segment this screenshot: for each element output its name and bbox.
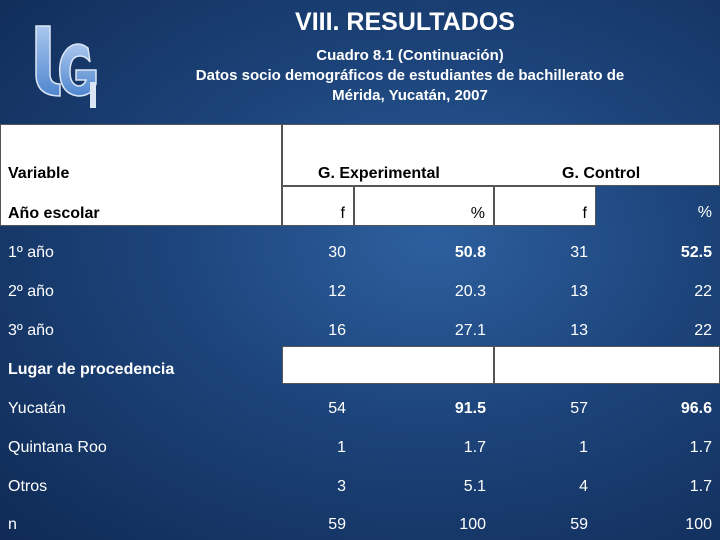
header-f-exp	[282, 186, 354, 226]
row-label: n	[8, 516, 17, 533]
caption-line-3: Mérida, Yucatán, 2007	[332, 87, 488, 104]
section-divider-cell	[494, 346, 720, 384]
section-label-procedencia: Lugar de procedencia	[8, 361, 175, 378]
row-label: Quintana Roo	[8, 439, 107, 456]
row-label: Otros	[8, 478, 48, 495]
pct-ctrl-value: 22	[694, 283, 712, 300]
f-ctrl-value: 4	[579, 478, 588, 495]
f-exp-value: 59	[328, 516, 346, 533]
pct-exp-value: 91.5	[454, 400, 486, 417]
f-exp-value: 3	[337, 478, 346, 495]
pct-ctrl-value: 1.7	[689, 478, 712, 495]
pct-exp-value: 1.7	[463, 439, 486, 456]
header-f-exp-text: f	[340, 205, 345, 222]
header-group-control: G. Control	[562, 165, 641, 182]
f-exp-value: 30	[328, 244, 346, 261]
row-label: 1º año	[8, 244, 54, 261]
header-pct-ctrl	[596, 186, 720, 226]
pct-exp-value: 50.8	[454, 244, 486, 261]
f-exp-value: 1	[337, 439, 346, 456]
f-ctrl-value: 13	[570, 283, 588, 300]
caption-line-2: Datos socio demográficos de estudiantes de bachillerato de	[195, 67, 625, 84]
f-ctrl-value: 1	[579, 439, 588, 456]
f-ctrl-value: 31	[570, 244, 588, 261]
f-ctrl-value: 13	[570, 322, 588, 339]
f-ctrl-value: 57	[570, 400, 588, 417]
f-exp-value: 54	[328, 400, 346, 417]
f-exp-value: 16	[328, 322, 346, 339]
pct-ctrl-value: 22	[694, 322, 712, 339]
header-group-experimental: G. Experimental	[318, 165, 440, 182]
pct-exp-value: 27.1	[454, 322, 486, 339]
pct-ctrl-value: 52.5	[680, 244, 712, 261]
row-label: 2º año	[8, 283, 54, 300]
ug-logo-icon	[30, 22, 102, 110]
header-pct-exp-text: %	[470, 205, 485, 222]
results-table	[0, 124, 720, 540]
pct-ctrl-value: 96.6	[680, 400, 712, 417]
pct-exp-value: 5.1	[463, 478, 486, 495]
row-label: Yucatán	[8, 400, 66, 417]
f-exp-value: 12	[328, 283, 346, 300]
row-label: 3º año	[8, 322, 54, 339]
header-variable: Variable	[8, 165, 70, 182]
pct-exp-value: 100	[459, 516, 486, 533]
caption-line-1: Cuadro 8.1 (Continuación)	[316, 47, 504, 64]
pct-ctrl-value: 100	[685, 516, 712, 533]
f-ctrl-value: 59	[570, 516, 588, 533]
table-caption	[130, 46, 690, 106]
header-f-ctrl-text: f	[582, 205, 587, 222]
header-pct-ctrl-text: %	[697, 204, 712, 221]
pct-exp-value: 20.3	[454, 283, 486, 300]
header-row-label: Año escolar	[8, 205, 100, 222]
section-divider-cell	[282, 346, 494, 384]
page-title: VIII. RESULTADOS	[295, 8, 515, 36]
header-pct-exp	[354, 186, 494, 226]
header-f-ctrl	[494, 186, 596, 226]
pct-ctrl-value: 1.7	[689, 439, 712, 456]
